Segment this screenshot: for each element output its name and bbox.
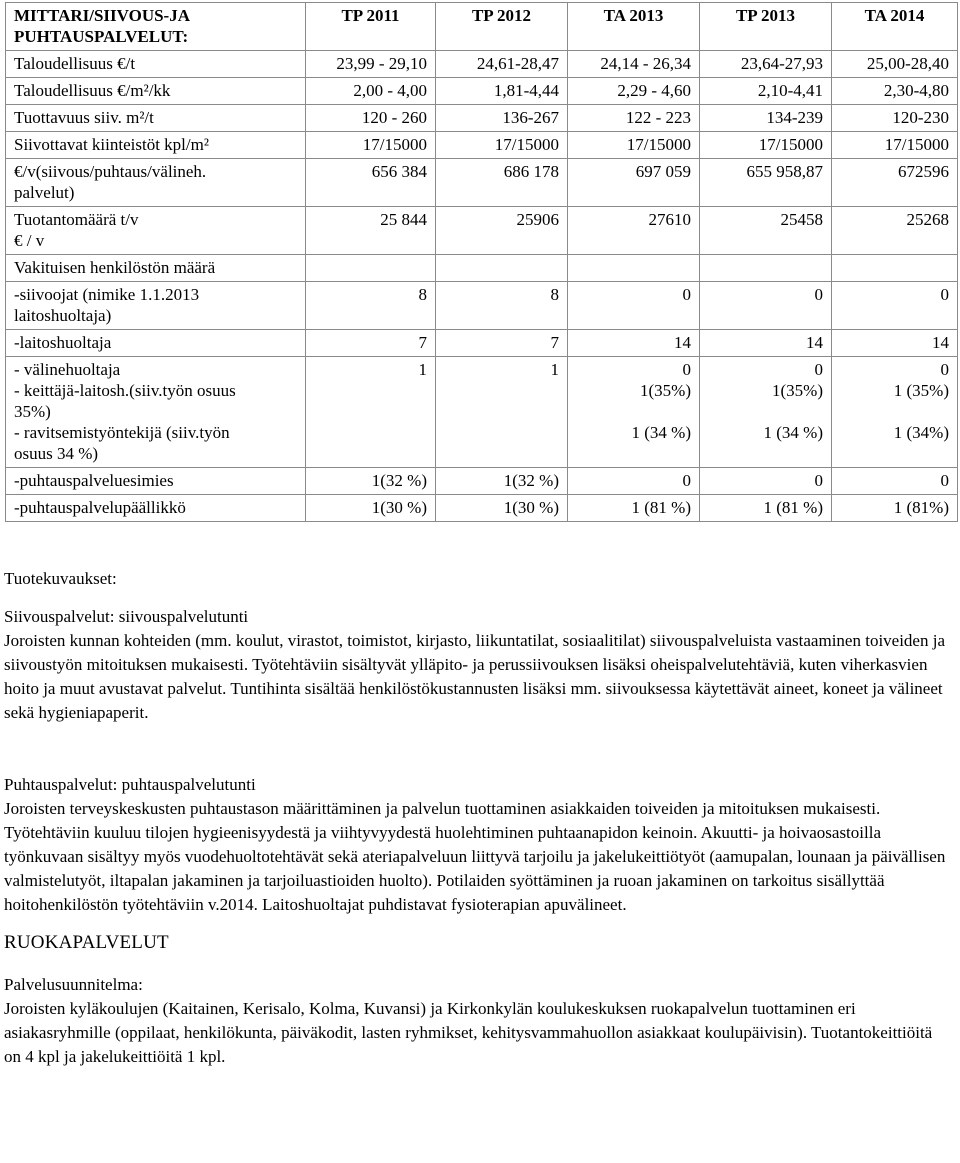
value-line: 14	[806, 333, 823, 352]
value-line: 0	[682, 285, 691, 304]
value-line: 0	[682, 471, 691, 490]
value-cell	[436, 330, 568, 357]
value-line: 686 178	[503, 162, 559, 181]
value-cell	[700, 255, 832, 282]
value-cell	[306, 207, 436, 255]
siivous-title: Siivouspalvelut: siivouspalvelutunti	[4, 607, 249, 626]
row-label-line: €/v(siivous/puhtaus/välineh.	[14, 162, 207, 181]
value-line: 7	[418, 333, 427, 352]
value-cell	[568, 78, 700, 105]
value-line: 655 958,87	[746, 162, 823, 181]
row-label-cell	[6, 132, 306, 159]
value-cell	[568, 330, 700, 357]
value-line: 136-267	[502, 108, 559, 127]
value-cell	[568, 51, 700, 78]
value-line: 25906	[516, 210, 559, 229]
value-cell	[436, 282, 568, 330]
table-row	[6, 330, 958, 357]
table-row	[6, 495, 958, 522]
value-cell	[306, 51, 436, 78]
value-cell	[832, 357, 958, 468]
row-label-line: Taloudellisuus €/t	[14, 54, 136, 73]
value-cell	[832, 468, 958, 495]
row-label-cell	[6, 159, 306, 207]
value-line: 120-230	[892, 108, 949, 127]
value-cell	[832, 330, 958, 357]
table-row	[6, 255, 958, 282]
header-column: TA 2014	[832, 3, 958, 51]
value-cell	[700, 495, 832, 522]
value-cell	[700, 357, 832, 468]
value-line	[444, 401, 559, 422]
value-cell	[700, 330, 832, 357]
value-cell	[306, 105, 436, 132]
value-line: 17/15000	[758, 135, 823, 154]
value-cell	[306, 78, 436, 105]
value-cell	[436, 207, 568, 255]
value-cell	[306, 132, 436, 159]
value-cell	[436, 159, 568, 207]
value-line: 0	[682, 360, 691, 379]
row-label-cell	[6, 330, 306, 357]
value-line: 1 (81 %)	[763, 498, 823, 517]
metrics-table-container	[5, 2, 957, 522]
row-label-line: -siivoojat (nimike 1.1.2013	[14, 285, 200, 304]
value-line: 25,00-28,40	[866, 54, 949, 73]
value-line: 1 (34 %)	[763, 423, 823, 442]
row-label-cell	[6, 78, 306, 105]
product-descriptions	[4, 567, 949, 1069]
table-row	[6, 207, 958, 255]
row-label-cell	[6, 255, 306, 282]
value-cell	[832, 132, 958, 159]
value-line: 122 - 223	[625, 108, 691, 127]
value-line: 1 (35%)	[893, 381, 949, 400]
value-line: 25268	[906, 210, 949, 229]
value-line	[314, 380, 427, 401]
value-cell	[832, 159, 958, 207]
value-cell	[568, 495, 700, 522]
value-line: 1(35%)	[640, 381, 691, 400]
row-label-line: Tuotantomäärä t/v	[14, 210, 139, 229]
table-row	[6, 468, 958, 495]
value-line: 1(30 %)	[371, 498, 427, 517]
value-cell	[436, 51, 568, 78]
value-cell	[568, 132, 700, 159]
table-row	[6, 159, 958, 207]
row-label-line: -laitoshuoltaja	[14, 333, 112, 352]
value-line: 23,99 - 29,10	[336, 54, 427, 73]
row-label-line: palvelut)	[14, 183, 75, 202]
row-label-line: - ravitsemistyöntekijä (siiv.työn	[14, 423, 230, 442]
value-cell	[436, 105, 568, 132]
table-row	[6, 51, 958, 78]
tuotekuvaukset-heading: Tuotekuvaukset:	[4, 569, 117, 588]
value-line: 7	[550, 333, 559, 352]
metrics-table	[5, 2, 958, 522]
value-line: 8	[550, 285, 559, 304]
siivous-body: Joroisten kunnan kohteiden (mm. koulut, virastot, toimistot, kirjasto, liikuntatilat, sosiaalitilat) siivouspalveluista vastaaminen toiveiden ja siivoustyön mitoituksen mukaisesti. Työtehtäviin sisältyvät ylläpito- ja perussiivouksen lisäksi oheispalvelutehtäviä, kuten viherkasvien hoito ja muut avustavat palvelut. Tuntihinta sisältää henkilöstökustannusten lisäksi mm. siivouksessa käytettävät aineet, koneet ja välineet sekä hygieniapaperit.	[4, 631, 945, 722]
value-cell	[306, 282, 436, 330]
value-cell	[832, 78, 958, 105]
value-line: 120 - 260	[361, 108, 427, 127]
value-cell	[832, 207, 958, 255]
header-column: TP 2013	[700, 3, 832, 51]
value-line	[708, 257, 823, 278]
value-cell	[832, 105, 958, 132]
row-label-line: osuus 34 %)	[14, 444, 99, 463]
value-line: 17/15000	[884, 135, 949, 154]
value-line: 656 384	[371, 162, 427, 181]
value-cell	[306, 255, 436, 282]
value-cell	[832, 51, 958, 78]
header-label-line: PUHTAUSPALVELUT:	[14, 27, 189, 46]
value-cell	[568, 207, 700, 255]
value-line	[708, 401, 823, 422]
table-header-row	[6, 3, 958, 51]
value-line: 8	[418, 285, 427, 304]
row-label-line: Tuottavuus siiv. m²/t	[14, 108, 154, 127]
value-cell	[700, 468, 832, 495]
value-line: 1 (81%)	[893, 498, 949, 517]
value-cell	[700, 78, 832, 105]
value-line: 0	[814, 360, 823, 379]
value-cell	[306, 159, 436, 207]
row-label-line: Vakituisen henkilöstön määrä	[14, 258, 216, 277]
value-cell	[436, 357, 568, 468]
value-line	[444, 443, 559, 464]
value-cell	[832, 282, 958, 330]
value-line: 1 (34%)	[893, 423, 949, 442]
value-line: 25 844	[380, 210, 427, 229]
value-line: 0	[814, 471, 823, 490]
value-line: 1 (81 %)	[631, 498, 691, 517]
value-line: 697 059	[635, 162, 691, 181]
value-line	[576, 443, 691, 464]
value-line	[708, 443, 823, 464]
row-label-line: € / v	[14, 231, 45, 250]
value-line: 27610	[648, 210, 691, 229]
value-cell	[306, 357, 436, 468]
row-label-line: laitoshuoltaja)	[14, 306, 112, 325]
row-label-cell	[6, 207, 306, 255]
value-line	[444, 380, 559, 401]
table-row	[6, 105, 958, 132]
value-cell	[700, 282, 832, 330]
row-label-line: - keittäjä-laitosh.(siiv.työn osuus	[14, 381, 236, 400]
row-label-line: 35%)	[14, 402, 51, 421]
row-label-cell	[6, 105, 306, 132]
value-line: 1 (34 %)	[631, 423, 691, 442]
table-body	[6, 51, 958, 522]
value-line	[840, 443, 949, 464]
value-cell	[306, 495, 436, 522]
row-label-cell	[6, 468, 306, 495]
value-line	[314, 401, 427, 422]
palvelusuunnitelma-title: Palvelusuunnitelma:	[4, 975, 143, 994]
value-line: 1(32 %)	[371, 471, 427, 490]
header-label-line: MITTARI/SIIVOUS-JA	[14, 6, 190, 25]
row-label-line: -puhtauspalveluesimies	[14, 471, 174, 490]
header-column: TA 2013	[568, 3, 700, 51]
value-line: 1(32 %)	[503, 471, 559, 490]
row-label-line: - välinehuoltaja	[14, 360, 121, 379]
value-line	[444, 257, 559, 278]
value-line	[444, 422, 559, 443]
value-line: 1(35%)	[772, 381, 823, 400]
value-line: 24,14 - 26,34	[600, 54, 691, 73]
value-line: 17/15000	[362, 135, 427, 154]
value-cell	[832, 495, 958, 522]
row-label-cell	[6, 51, 306, 78]
value-cell	[436, 78, 568, 105]
value-cell	[568, 468, 700, 495]
value-line	[576, 257, 691, 278]
value-line: 0	[940, 285, 949, 304]
value-line: 25458	[780, 210, 823, 229]
value-cell	[568, 105, 700, 132]
value-cell	[306, 330, 436, 357]
value-cell	[436, 132, 568, 159]
table-row	[6, 357, 958, 468]
palvelusuunnitelma-body: Joroisten kyläkoulujen (Kaitainen, Kerisalo, Kolma, Kuvansi) ja Kirkonkylän koulukeskuksen ruokapalvelun tuottaminen eri asiakasryhmille (oppilaat, henkilökunta, päiväkodit, lasten ryhmikset, kehitysvammahuollon asiakkaat koulupäivisin). Tuotantokeittiöitä on 4 kpl ja jakelukeittiöitä 1 kpl.	[4, 999, 933, 1066]
value-line: 17/15000	[626, 135, 691, 154]
value-cell	[436, 255, 568, 282]
puhtaus-title: Puhtauspalvelut: puhtauspalvelutunti	[4, 775, 256, 794]
value-line	[840, 257, 949, 278]
value-line: 2,00 - 4,00	[353, 81, 427, 100]
value-cell	[568, 255, 700, 282]
value-cell	[436, 468, 568, 495]
value-line	[576, 401, 691, 422]
value-cell	[568, 282, 700, 330]
value-cell	[700, 207, 832, 255]
value-line: 24,61-28,47	[476, 54, 559, 73]
ruokapalvelut-heading: RUOKAPALVELUT	[4, 932, 169, 953]
row-label-line: Siivottavat kiinteistöt kpl/m²	[14, 135, 209, 154]
value-line: 23,64-27,93	[740, 54, 823, 73]
value-line: 1	[550, 360, 559, 379]
row-label-cell	[6, 495, 306, 522]
value-cell	[832, 255, 958, 282]
value-line: 2,30-4,80	[883, 81, 949, 100]
value-line: 17/15000	[494, 135, 559, 154]
value-line	[314, 257, 427, 278]
row-label-cell	[6, 357, 306, 468]
puhtaus-body: Joroisten terveyskeskusten puhtaustason määrittäminen ja palvelun tuottaminen asiakkaiden toiveiden ja mitoituksen mukaisesti. Työtehtäviin kuuluu tilojen hygieenisyydestä ja viihtyvyydestä huolehtiminen puhtaanapidon keinoin. Akuutti- ja hoivaosastoilla työnkuvaan sisältyy myös vuodehuoltotehtävät sekä ateriapalveluun liittyvä tarjoilu ja jakelukeittiötyöt (aamupalan, lounaan ja päivällisen valmistelutyöt, iltapalan jakaminen ja tarjoiluastioiden huolto). Potilaiden syöttäminen ja ruoan jakaminen on tarkoitus sisällyttää hoitohenkilöstön työtehtäviin v.2014. Laitoshuoltajat puhdistavat fysioterapian apuvälineet.	[4, 799, 946, 914]
header-column: TP 2012	[436, 3, 568, 51]
header-label-cell	[6, 3, 306, 51]
value-cell	[568, 159, 700, 207]
value-line: 14	[674, 333, 691, 352]
value-line: 14	[932, 333, 949, 352]
row-label-line: Taloudellisuus €/m²/kk	[14, 81, 171, 100]
value-cell	[700, 105, 832, 132]
table-row	[6, 78, 958, 105]
value-line: 672596	[898, 162, 949, 181]
value-line: 1,81-4,44	[493, 81, 559, 100]
value-line: 2,29 - 4,60	[617, 81, 691, 100]
value-line: 1(30 %)	[503, 498, 559, 517]
value-cell	[306, 468, 436, 495]
row-label-cell	[6, 282, 306, 330]
value-line: 0	[940, 471, 949, 490]
value-line	[840, 401, 949, 422]
value-cell	[700, 51, 832, 78]
value-cell	[700, 159, 832, 207]
table-row	[6, 282, 958, 330]
value-cell	[700, 132, 832, 159]
value-line: 0	[814, 285, 823, 304]
value-line: 134-239	[766, 108, 823, 127]
value-cell	[436, 495, 568, 522]
value-line	[314, 422, 427, 443]
header-column: TP 2011	[306, 3, 436, 51]
value-line: 0	[940, 360, 949, 379]
value-line: 2,10-4,41	[757, 81, 823, 100]
value-line	[314, 443, 427, 464]
row-label-line: -puhtauspalvelupäällikkö	[14, 498, 186, 517]
value-line: 1	[418, 360, 427, 379]
table-row	[6, 132, 958, 159]
value-cell	[568, 357, 700, 468]
